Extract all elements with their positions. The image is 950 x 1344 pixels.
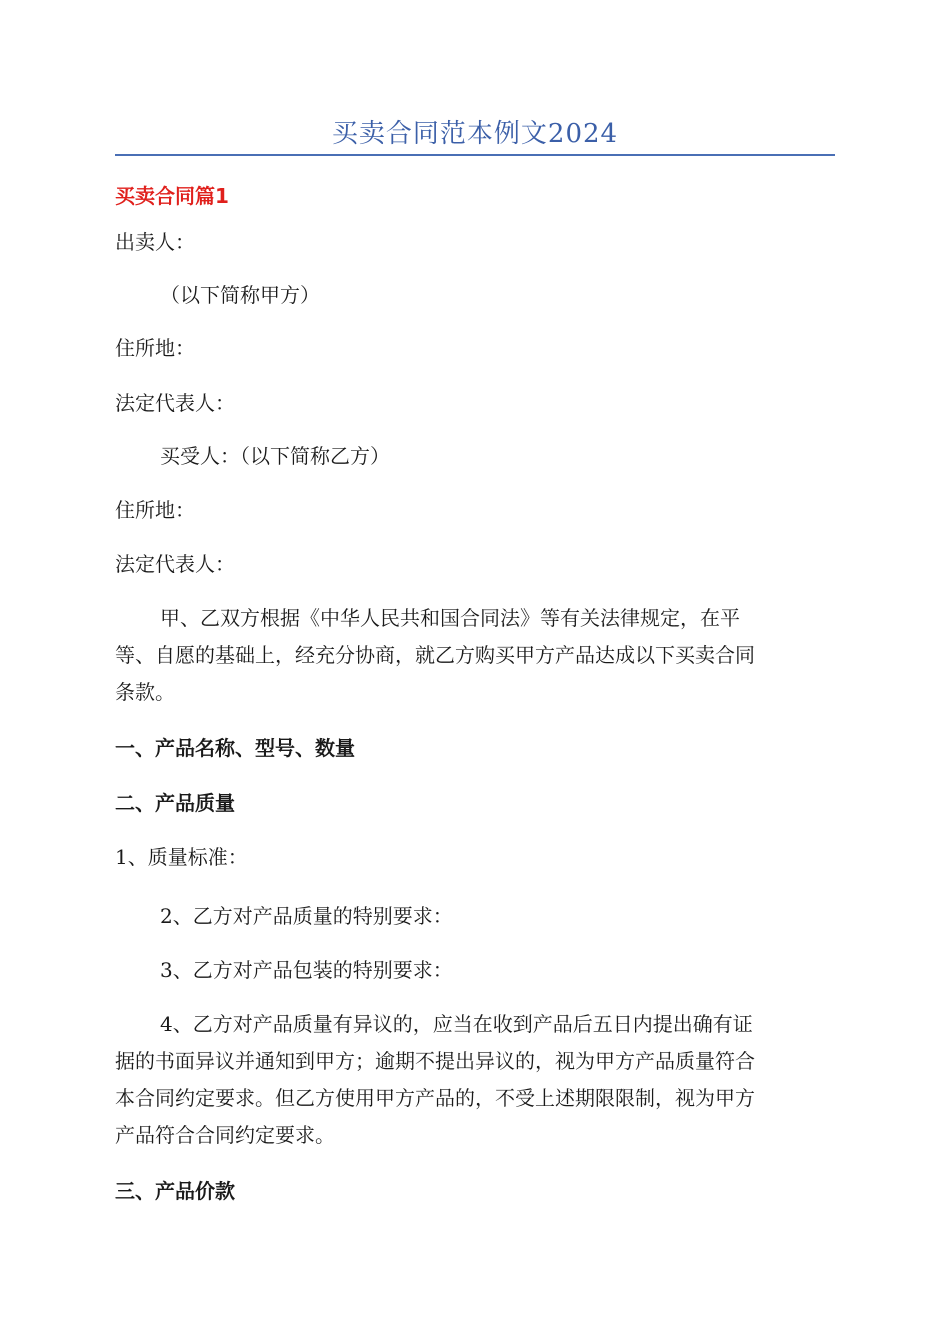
seller-representative-label: 法定代表人： xyxy=(115,391,235,415)
title-underline xyxy=(115,154,835,156)
intro-line: 等、自愿的基础上，经充分协商，就乙方购买甲方产品达成以下买卖合同 xyxy=(115,643,755,667)
intro-line: 甲、乙双方根据《中华人民共和国合同法》等有关法律规定，在平 xyxy=(160,606,740,630)
document-title: 买卖合同范本例文2024 xyxy=(331,119,619,149)
objection-line: 据的书面异议并通知到甲方；逾期不提出异议的，视为甲方产品质量符合 xyxy=(115,1049,755,1073)
buyer-label: 买受人：（以下简称乙方） xyxy=(160,444,390,468)
objection-line: 产品符合合同约定要求。 xyxy=(115,1123,335,1147)
heading-product-name: 一、产品名称、型号、数量 xyxy=(115,736,355,760)
objection-line: 本合同约定要求。但乙方使用甲方产品的，不受上述期限限制，视为甲方 xyxy=(115,1086,755,1110)
seller-label: 出卖人： xyxy=(115,230,195,254)
item-quality-objection xyxy=(115,1006,835,1154)
seller-short-name: （以下简称甲方） xyxy=(160,283,320,307)
buyer-representative-label: 法定代表人： xyxy=(115,552,235,576)
item-packaging-requirements: 3、乙方对产品包装的特别要求： xyxy=(160,958,453,982)
heading-product-quality: 二、产品质量 xyxy=(115,791,235,815)
section-heading: 买卖合同篇1 xyxy=(115,184,229,208)
heading-product-price: 三、产品价款 xyxy=(115,1179,235,1203)
seller-address-label: 住所地： xyxy=(115,336,195,360)
buyer-address-label: 住所地： xyxy=(115,498,195,522)
item-quality-requirements: 2、乙方对产品质量的特别要求： xyxy=(160,904,453,928)
item-quality-standard: 1、质量标准： xyxy=(115,845,248,869)
objection-line: 4、乙方对产品质量有异议的，应当在收到产品后五日内提出确有证 xyxy=(160,1012,753,1036)
intro-paragraph xyxy=(115,600,835,711)
intro-line: 条款。 xyxy=(115,680,175,704)
